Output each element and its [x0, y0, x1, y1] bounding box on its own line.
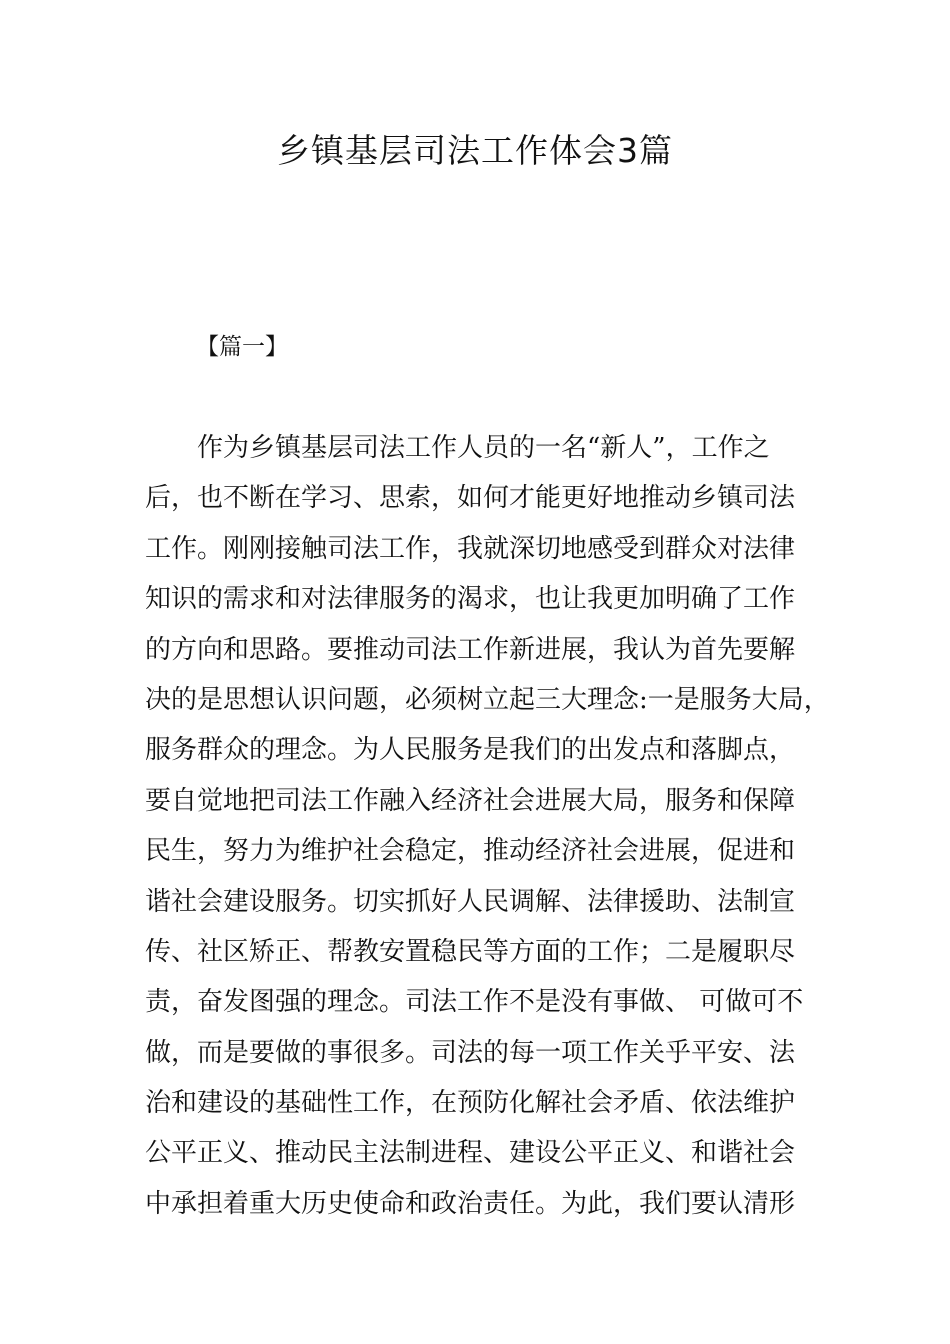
paragraph-line: 民生，努力为维护社会稳定，推动经济社会进展，促进和: [145, 836, 796, 867]
paragraph-line: 传、社区矫正、帮教安置稳民等方面的工作；二是履职尽: [145, 936, 796, 967]
paragraph-line: 知识的需求和对法律服务的渴求，也让我更加明确了工作: [145, 584, 796, 615]
paragraph-line: 决的是思想认识问题，必须树立起三大理念:一是服务大局，: [145, 684, 830, 715]
paragraph-line: 作为乡镇基层司法工作人员的一名“新人”，工作之: [197, 433, 770, 463]
paragraph-line: 要自觉地把司法工作融入经济社会进展大局，服务和保障: [145, 785, 796, 816]
paragraph-line: 的方向和思路。要推动司法工作新进展，我认为首先要解: [145, 634, 796, 665]
document-title: 乡镇基层司法工作体会3篇: [277, 131, 673, 170]
paragraph-line: 后，也不断在学习、思索，如何才能更好地推动乡镇司法: [145, 483, 796, 514]
body-paragraph: [145, 423, 830, 1229]
section-label: 【篇一】: [196, 334, 288, 360]
paragraph-line: 工作。刚刚接触司法工作，我就深切地感受到群众对法律: [145, 533, 796, 564]
paragraph-line: 谐社会建设服务。切实抓好人民调解、法律援助、法制宣: [145, 886, 796, 917]
paragraph-line: 责，奋发图强的理念。司法工作不是没有事做、 可做可不: [145, 987, 804, 1018]
paragraph-line: 公平正义、推动民主法制进程、建设公平正义、和谐社会: [145, 1138, 796, 1169]
paragraph-line: 服务群众的理念。为人民服务是我们的出发点和落脚点，: [145, 735, 796, 766]
paragraph-line: 做，而是要做的事很多。司法的每一项工作关乎平安、法: [145, 1037, 796, 1068]
paragraph-line: 中承担着重大历史使命和政治责任。为此，我们要认清形: [145, 1188, 796, 1219]
paragraph-line: 治和建设的基础性工作，在预防化解社会矛盾、依法维护: [145, 1088, 796, 1119]
